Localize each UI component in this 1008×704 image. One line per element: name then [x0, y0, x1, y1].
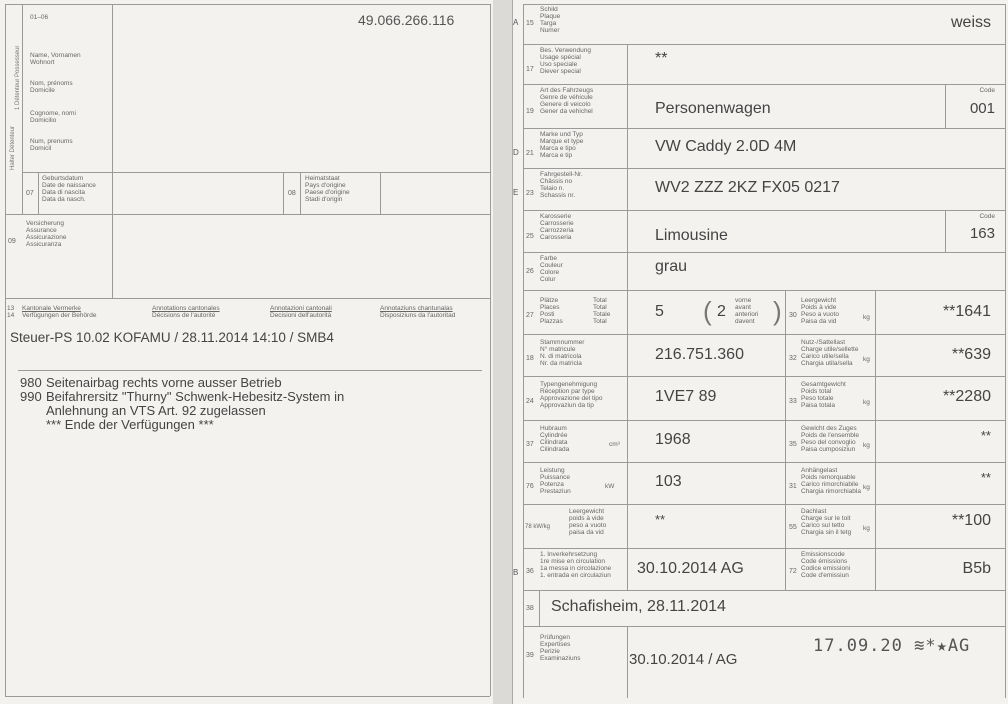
field-09-num: 09	[8, 238, 16, 245]
left-frame-left	[5, 4, 6, 696]
r15-labels: Schild Plaque Targa Numer	[540, 6, 561, 34]
r38-divider	[539, 590, 540, 626]
r21-labels: Marke und Typ Marque et type Marca e tipo Marca e tip	[540, 131, 584, 159]
r18-labels: Stammnummer N° matricule N. di matricola Nr. da matricla	[540, 339, 585, 367]
r37-bottom	[523, 462, 1005, 463]
r21-num: 21	[526, 150, 534, 157]
r15-num: 15	[526, 20, 534, 27]
holder-name-label: Name, Vornamen Wohnort	[30, 52, 81, 66]
book-gutter	[493, 0, 512, 704]
r17-num: 17	[526, 66, 534, 73]
r24-labels: Typengenehmigung Réception par type Approvazione del tipo Approvaziun da tip	[540, 381, 603, 409]
left-frame-right	[490, 4, 491, 696]
r35-num: 35	[789, 441, 797, 448]
inspection-stamp: 17.09.20 ≋*★AG	[813, 636, 971, 656]
r25-labels: Karosserie Carrosserie Carrozzeria Carosseria	[540, 213, 574, 241]
r25-code-label: Code	[979, 213, 995, 220]
r39-divider	[627, 626, 628, 698]
cantonal-col3: Annotazioni cantonali Decisioni dell'autorità	[270, 305, 332, 319]
r39-labels: Prüfungen Expertises Perizie Examinaziuns	[540, 634, 581, 662]
entry-980: 980 Seitenairbag rechts vorne ausser Betrieb	[20, 375, 282, 390]
r55-labels: Dachlast Charge sur le toit Carico sul tetto Chargia sin il tetg	[801, 508, 852, 536]
r36-mid-divider	[785, 548, 786, 590]
birth-row-bottom	[5, 214, 490, 215]
r76-unit: kW	[605, 483, 615, 490]
r35-labels: Gewicht des Zuges Poids de l'ensemble Peso del convoglio Paisa cumposiziun	[801, 425, 859, 453]
cantonal-col1: Kantonale Vermerke Verfügungen der Behörde	[22, 305, 97, 319]
r78-num: 78 kW/kg	[525, 524, 551, 530]
entry-990: 990 Beifahrersitz "Thurny" Schwenk-Hebesitz-System in	[20, 389, 345, 404]
r27-labels: Plätze Places Posti Plazzas	[540, 297, 563, 325]
r19-bottom	[523, 128, 1005, 129]
insurance-bottom	[5, 298, 490, 299]
origin-divider	[283, 172, 284, 214]
r21-bottom	[523, 168, 1005, 169]
plate-color-value: weiss	[950, 14, 991, 31]
inspection-value: 30.10.2014 / AG	[629, 651, 738, 668]
letter-d: D	[513, 148, 519, 157]
origin-label: Heimatstaat Pays d'origine Paese d'origine Stadi d'origin	[305, 175, 350, 203]
r32-num: 32	[789, 355, 797, 362]
displacement-value: 1968	[655, 431, 691, 448]
r26-divider	[627, 252, 628, 290]
r25-bottom	[523, 252, 1005, 253]
seats-bracket-left: (	[703, 296, 712, 326]
type-approval-value: 1VE7 89	[655, 388, 717, 405]
r30-num: 30	[789, 312, 797, 319]
r19-labels: Art des Fahrzeugs Genre de véhicule Genere di veicolo Gener da vehichel	[540, 87, 594, 115]
entries-separator	[18, 370, 482, 371]
power-weight-value: **	[655, 512, 666, 527]
insurance-label: Versicherung Assurance Assicurazione Assicuranza	[26, 220, 67, 248]
r55-num: 55	[789, 524, 797, 531]
seats-bracket-right: )	[773, 296, 782, 326]
r27-bottom	[523, 334, 1005, 335]
cantonal-col4: Annotaziuns chantunalas Disposiziuns da l'autoritad	[380, 305, 456, 319]
emission-code-value: B5b	[962, 560, 991, 577]
empty-weight-value: **1641	[942, 303, 991, 320]
origin-num-divider	[300, 172, 301, 214]
right-frame-right	[1005, 4, 1006, 698]
r17-labels: Bes. Verwendung Usage spécial Uso speciale Diever special	[540, 47, 591, 75]
issue-place-date-value: Schafisheim, 28.11.2014	[551, 598, 726, 615]
r18-num: 18	[526, 355, 534, 362]
r31-num: 31	[789, 483, 797, 490]
owner-vertical-label: 1 Détenteur Possesseur	[15, 45, 21, 110]
r26-labels: Farbe Couleur Colore Colur	[540, 255, 563, 283]
r23-num: 23	[526, 190, 534, 197]
roof-load-value: **100	[951, 512, 991, 529]
seats-front-value: 2	[717, 303, 726, 320]
r37-labels: Hubraum Cylindrée Cilindrata Cilindrada	[540, 425, 570, 453]
letter-a: A	[513, 18, 519, 27]
origin-value-divider	[380, 172, 381, 214]
train-weight-value: **	[980, 428, 991, 443]
holder-nom-label: Nom, prénoms Domicile	[30, 80, 73, 94]
r72-labels: Emissionscode Code émissions Codice emissioni Code d'emissiun	[801, 551, 851, 579]
r37-unit: cm³	[609, 441, 620, 448]
r19-code-label: Code	[979, 87, 995, 94]
two-col-divider	[785, 290, 786, 548]
special-use-value: **	[655, 50, 668, 67]
power-value: 103	[655, 473, 682, 490]
r72-divider	[875, 548, 876, 590]
seats-total-value: 5	[655, 303, 664, 320]
birth-date-label: Geburtsdatum Date de naissance Data di nascita Data da nasch.	[42, 175, 96, 203]
r17-bottom	[523, 84, 1005, 85]
r33-labels: Gesamtgewicht Poids total Peso totale Paisa totala	[801, 381, 846, 409]
birth-num-divider	[38, 172, 39, 214]
holder-label-divider	[112, 4, 113, 214]
entries-list	[20, 376, 344, 432]
r76-num: 76	[526, 483, 534, 490]
left-frame-bottom	[5, 696, 490, 697]
r32-labels: Nutz-/Sattellast Charge utile/sellette Carico utile/sella Chargia utila/sella	[801, 339, 859, 367]
seats-front-labels: vorne avant anteriori davent	[735, 297, 759, 325]
holder-vertical-label: Halter Détenteur	[10, 125, 16, 170]
r18-bottom	[523, 376, 1005, 377]
cantonal-col2: Annotations cantonales Décisions de l'autorité	[152, 305, 220, 319]
right-col-label-divider	[875, 290, 876, 548]
r23-labels: Fahrgestell-Nr. Châssis no Telaio n. Schassis nr.	[540, 171, 583, 199]
r25-divider	[627, 210, 628, 252]
insurance-divider	[112, 214, 113, 298]
r23-bottom	[523, 210, 1005, 211]
right-frame-top	[523, 4, 1005, 5]
chassis-number-value: WV2 ZZZ 2KZ FX05 0217	[655, 179, 840, 196]
r19-divider	[627, 84, 628, 128]
holder-cognome-label: Cognome, nomi Domicilio	[30, 110, 76, 124]
left-page	[0, 0, 494, 704]
r27-total-labels: Total Total Totale Total	[593, 297, 611, 325]
r72-num: 72	[789, 568, 797, 575]
r76-labels: Leistung Puissance Potenza Prestaziun	[540, 467, 571, 495]
r78-labels: Leergewicht poids à vide peso a vuoto paisa da vid	[569, 508, 607, 536]
make-model-value: VW Caddy 2.0D 4M	[655, 138, 797, 155]
r35-unit: kg	[863, 442, 870, 449]
r36-divider	[627, 548, 628, 590]
r38-num: 38	[526, 605, 534, 612]
field-07-num: 07	[26, 190, 34, 197]
body-type-code: 163	[969, 225, 995, 242]
color-value: grau	[655, 258, 688, 275]
document-number: 49.066.266.116	[358, 12, 455, 28]
r24-num: 24	[526, 398, 534, 405]
field-01-06: 01–06	[30, 14, 49, 21]
r31-unit: kg	[863, 484, 870, 491]
r30-labels: Leergewicht Poids à vide Peso a vuoto Paisa da vid	[801, 297, 839, 325]
r19-code-divider	[945, 84, 946, 128]
r21-divider	[627, 128, 628, 168]
r24-bottom	[523, 420, 1005, 421]
vehicle-type-value: Personenwagen	[655, 100, 771, 117]
birth-row-top	[22, 172, 490, 173]
r27-num: 27	[526, 312, 534, 319]
left-col-label-divider	[627, 290, 628, 548]
trailer-load-value: **	[980, 470, 991, 485]
r23-divider	[627, 168, 628, 210]
r26-bottom	[523, 290, 1005, 291]
vehicle-type-code: 001	[969, 100, 995, 117]
r36-labels: 1. Inverkehrsetzung 1re mise en circulation 1a messa in circolazione 1. entrada en circulaziun	[540, 551, 612, 579]
total-weight-value: **2280	[942, 388, 991, 405]
right-frame-left	[523, 4, 524, 698]
r36-bottom	[523, 590, 1005, 591]
r26-num: 26	[526, 268, 534, 275]
first-registration-value: 30.10.2014 AG	[637, 560, 744, 577]
body-type-value: Limousine	[655, 227, 728, 244]
r15-bottom	[523, 44, 1005, 45]
r25-code-divider	[945, 210, 946, 252]
steuer-line: Steuer-PS 10.02 KOFAMU / 28.11.2014 14:10 / SMB4	[10, 330, 334, 345]
r25-num: 25	[526, 233, 534, 240]
field-08-num: 08	[288, 190, 296, 197]
r32-unit: kg	[863, 356, 870, 363]
r37-num: 37	[526, 441, 534, 448]
letter-b: B	[513, 568, 519, 577]
r38-bottom	[523, 626, 1005, 627]
field-13-14-num: 13 14	[7, 305, 15, 319]
r30-unit: kg	[863, 314, 870, 321]
holder-vertical-divider	[22, 4, 23, 214]
right-page	[512, 0, 1008, 704]
payload-value: **639	[951, 346, 991, 363]
left-frame-top	[5, 4, 490, 5]
entry-end: *** Ende der Verfügungen ***	[46, 417, 214, 432]
r31-labels: Anhängelast Poids remorquable Carico rimorchiabile Chargia rimorchiabla	[801, 467, 861, 495]
r17-divider	[627, 44, 628, 84]
letter-e: E	[513, 188, 519, 197]
r36-num: 36	[526, 568, 534, 575]
r55-unit: kg	[863, 525, 870, 532]
r33-unit: kg	[863, 399, 870, 406]
entry-990-cont: Anlehnung an VTS Art. 92 zugelassen	[46, 403, 266, 418]
r19-num: 19	[526, 108, 534, 115]
r76-bottom	[523, 504, 1005, 505]
r33-num: 33	[789, 398, 797, 405]
holder-num-label: Num, prenums Domicil	[30, 138, 73, 152]
r39-num: 39	[526, 652, 534, 659]
r78-bottom	[523, 548, 1005, 549]
master-number-value: 216.751.360	[655, 346, 744, 363]
